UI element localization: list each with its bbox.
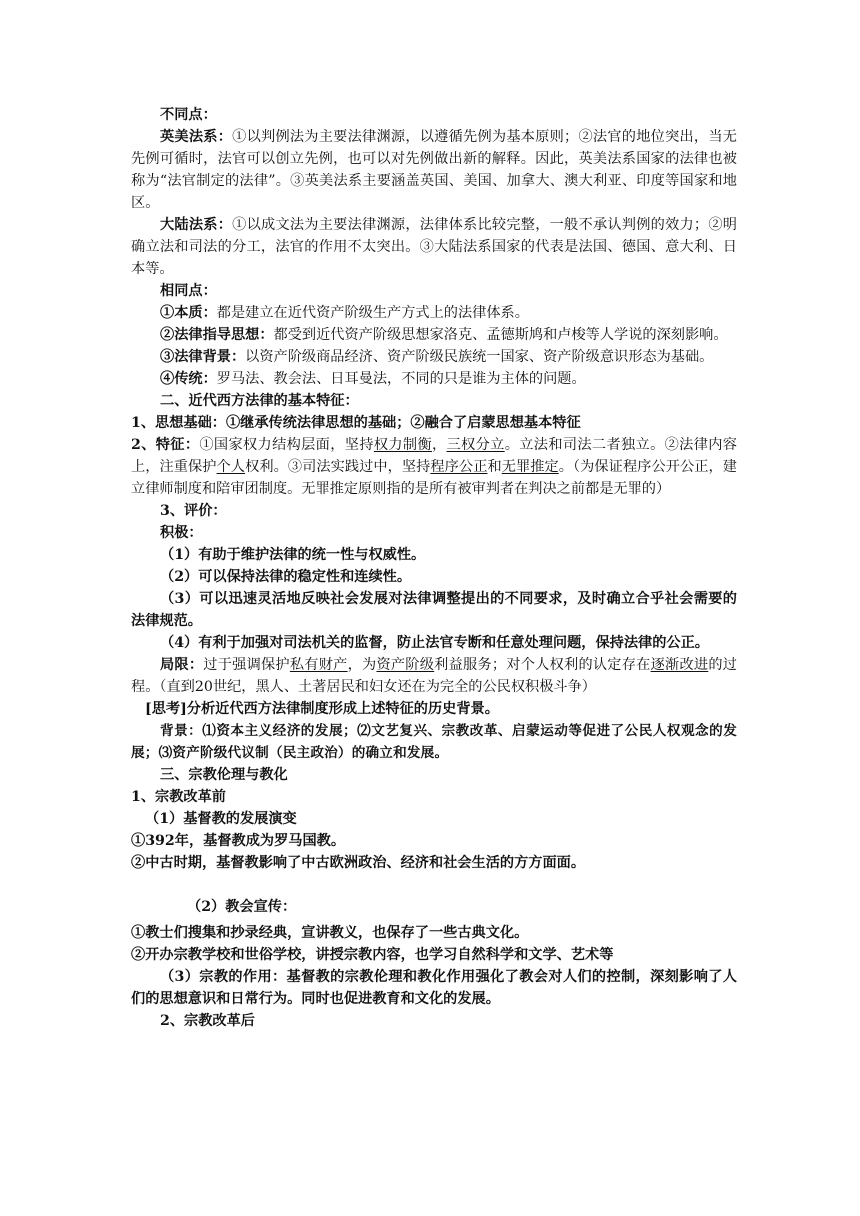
common-law-text: ①以判例法为主要法律渊源，以遵循先例为基本原则；②法官的地位突出，当无先例可循时，法官可以创立先例，也可以对先例做出新的解释。因此，英美法系国家的法律也被称为“法官制定的法律”。③英美法系主要涵盖英国、美国、加拿大、澳大利亚、印度等国家和地区。: [131, 129, 737, 211]
limitation-text-3: 利益服务；对个人权利的认定存在: [434, 657, 651, 673]
similarity-background-label: ③法律背景：: [160, 349, 246, 365]
underlined-individual: 个人: [216, 459, 246, 475]
section-three-heading: 三、宗教伦理与教化: [160, 767, 288, 783]
similarity-tradition-text: 罗马法、教会法、日耳曼法，不同的只是谁为主体的问题。: [216, 371, 586, 387]
positive-item-4: （4）有利于加强对司法机关的监督，防止法官专断和任意处理问题，保持法律的公正。: [160, 635, 709, 651]
church-preaching-title: （2）教会宣传：: [187, 899, 297, 915]
features-text-4: 权利。③司法实践过中，坚持: [245, 459, 431, 475]
positive-item-3: （3）可以迅速灵活地反映社会发展对法律调整提出的不同要求，及时确立合乎社会需要的法律规范。: [131, 591, 737, 629]
underlined-private-property: 私有财产: [289, 657, 348, 673]
limitation-text-4: 的过程。（直到20世纪，黑人、土著居民和妇女还在为完全的公民权积极斗争）: [131, 657, 737, 695]
think-question: [思考]分析近代西方法律制度形成上述特征的历史背景。: [145, 701, 499, 717]
similarity-tradition-label: ④传统：: [160, 371, 217, 387]
preaching-item-1: ①教士们搜集和抄录经典，宣讲教义，也保存了一些古典文化。: [131, 925, 529, 941]
similarity-essence-label: ①本质：: [160, 305, 217, 321]
development-item-1: ①392年，基督教成为罗马国教。: [131, 833, 346, 849]
civil-law-text: ①以成文法为主要法律渊源，法律体系比较完整，一般不承认判例的效力；②明确立法和司法的分工，法官的作用不太突出。③大陆法系国家的代表是法国、德国、意大利、日本等。: [131, 217, 737, 277]
common-law-paragraph: [131, 126, 737, 214]
christianity-development: （1）基督教的发展演变: [145, 811, 297, 827]
document-body: [131, 104, 737, 1032]
ideological-basis: 1、思想基础：①继承传统法律思想的基础；②融合了启蒙思想基本特征: [131, 415, 581, 431]
underlined-gradual-improvement: 逐渐改进: [650, 657, 709, 673]
positive-item-1: （1）有助于维护法律的统一性与权威性。: [160, 547, 426, 563]
limitation-text-2: ，为: [347, 657, 377, 673]
limitation-paragraph: [131, 654, 737, 698]
limitation-label: 局限：: [160, 657, 204, 673]
features-text-2: ，: [432, 437, 447, 453]
similarity-background-text: 以资产阶级商品经济、资产阶级民族统一国家、资产阶级意识形态为基础。: [245, 349, 714, 365]
features-text-6: 。（为保证程序公开公正，建立律师制度和陪审团制度。无罪推定原则指的是所有被审判者在判决之前都是无罪的）: [131, 459, 737, 497]
blank-line: [131, 874, 737, 896]
differences-title: 不同点：: [160, 107, 217, 123]
features-paragraph: [131, 434, 737, 500]
features-text-3: 。立法和司法二者独立。②法律内容上，注重保护: [131, 437, 737, 475]
features-text-5: 和: [487, 459, 502, 475]
section-two-heading: 二、近代西方法律的基本特征：: [160, 393, 359, 409]
similarity-thought: [131, 324, 737, 346]
similarity-essence: [131, 302, 737, 324]
underlined-checks-balances: 权力制衡: [373, 437, 432, 453]
similarities-title: 相同点：: [160, 283, 217, 299]
underlined-bourgeoisie: 资产阶级: [376, 657, 435, 673]
features-label: 2、特征：: [131, 437, 200, 453]
common-law-label: 英美法系：: [160, 129, 233, 145]
background-answer: 背景：⑴资本主义经济的发展；⑵文艺复兴、宗教改革、启蒙运动等促进了公民人权观念的发展；⑶资产阶级代议制（民主政治）的确立和发展。: [131, 723, 737, 761]
similarity-thought-text: 都受到近代资产阶级思想家洛克、孟德斯鸠和卢梭等人学说的深刻影响。: [273, 327, 728, 343]
positive-title: 积极：: [160, 525, 203, 541]
civil-law-paragraph: [131, 214, 737, 280]
similarity-thought-label: ②法律指导思想：: [160, 327, 274, 343]
underlined-due-process: 程序公正: [430, 459, 488, 475]
positive-item-2: （2）可以保持法律的稳定性和连续性。: [160, 569, 412, 585]
underlined-separation-of-powers: 三权分立: [446, 437, 505, 453]
similarity-tradition: [131, 368, 737, 390]
similarity-essence-text: 都是建立在近代资产阶级生产方式上的法律体系。: [216, 305, 529, 321]
evaluation-title: 3、评价：: [160, 503, 227, 519]
preaching-item-2: ②开办宗教学校和世俗学校，讲授宗教内容，也学习自然科学和文学、艺术等: [131, 947, 614, 963]
similarity-background: [131, 346, 737, 368]
civil-law-label: 大陆法系：: [160, 217, 233, 233]
underlined-presumption-of-innocence: 无罪推定: [501, 459, 559, 475]
before-reformation: 1、宗教改革前: [131, 789, 226, 805]
development-item-2: ②中古时期，基督教影响了中古欧洲政治、经济和社会生活的方方面面。: [131, 855, 586, 871]
after-reformation: 2、宗教改革后: [160, 1013, 255, 1029]
features-text-1: ①国家权力结构层面，坚持: [199, 437, 374, 453]
limitation-text-1: 过于强调保护: [203, 657, 290, 673]
role-of-religion: （3）宗教的作用：基督教的宗教伦理和教化作用强化了教会对人们的控制，深刻影响了人们的思想意识和日常行为。同时也促进教育和文化的发展。: [131, 969, 737, 1007]
